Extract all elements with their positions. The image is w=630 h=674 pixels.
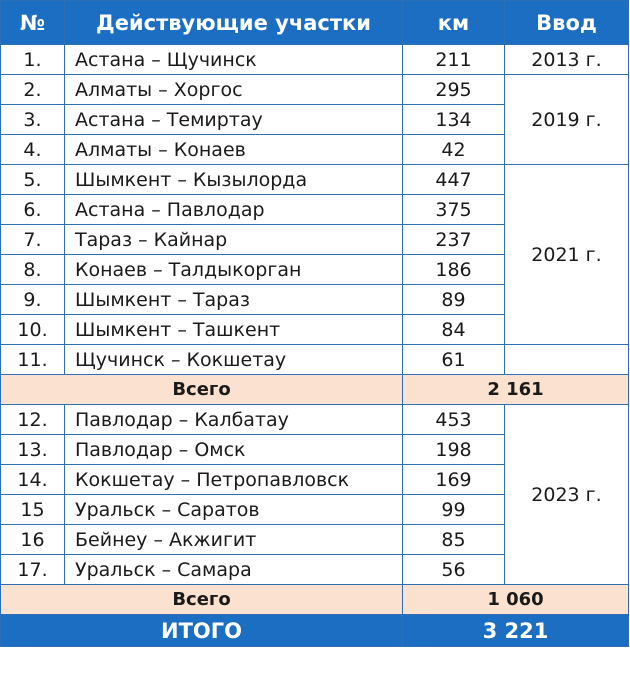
row-route: Шымкент – Тараз	[65, 285, 403, 315]
row-km: 99	[403, 495, 505, 525]
row-km: 61	[403, 345, 505, 375]
header-commissioning: Ввод	[505, 1, 629, 45]
row-number: 10.	[1, 315, 65, 345]
row-km: 186	[403, 255, 505, 285]
row-km: 295	[403, 75, 505, 105]
row-km: 211	[403, 45, 505, 75]
row-route: Алматы – Хоргос	[65, 75, 403, 105]
row-km: 375	[403, 195, 505, 225]
row-route: Щучинск – Кокшетау	[65, 345, 403, 375]
table-row	[1, 165, 629, 195]
row-number: 2.	[1, 75, 65, 105]
row-route: Уральск – Саратов	[65, 495, 403, 525]
row-number: 7.	[1, 225, 65, 255]
subtotal-row	[1, 375, 629, 405]
row-route: Астана – Щучинск	[65, 45, 403, 75]
grand-total-row	[1, 615, 629, 647]
year-cell: 2019 г.	[505, 75, 629, 165]
row-number: 11.	[1, 345, 65, 375]
grand-total-label: ИТОГО	[1, 615, 403, 647]
row-route: Шымкент – Ташкент	[65, 315, 403, 345]
subtotal-value: 1 060	[403, 585, 629, 615]
row-route: Кокшетау – Петропавловск	[65, 465, 403, 495]
grand-total-value: 3 221	[403, 615, 629, 647]
header-km: км	[403, 1, 505, 45]
header-row	[1, 1, 629, 45]
row-km: 56	[403, 555, 505, 585]
table-row	[1, 75, 629, 105]
row-number: 5.	[1, 165, 65, 195]
row-km: 134	[403, 105, 505, 135]
row-number: 6.	[1, 195, 65, 225]
row-km: 84	[403, 315, 505, 345]
row-route: Бейнеу – Акжигит	[65, 525, 403, 555]
row-number: 17.	[1, 555, 65, 585]
row-route: Шымкент – Кызылорда	[65, 165, 403, 195]
row-km: 237	[403, 225, 505, 255]
table-row	[1, 345, 629, 375]
table-row	[1, 45, 629, 75]
row-route: Уральск – Самара	[65, 555, 403, 585]
row-number: 1.	[1, 45, 65, 75]
row-number: 12.	[1, 405, 65, 435]
row-route: Алматы – Конаев	[65, 135, 403, 165]
row-number: 14.	[1, 465, 65, 495]
subtotal-label: Всего	[1, 585, 403, 615]
header-sections: Действующие участки	[65, 1, 403, 45]
row-km: 89	[403, 285, 505, 315]
row-route: Астана – Павлодар	[65, 195, 403, 225]
year-cell-empty	[505, 345, 629, 375]
row-number: 15	[1, 495, 65, 525]
row-number: 4.	[1, 135, 65, 165]
year-cell: 2021 г.	[505, 165, 629, 345]
row-km: 447	[403, 165, 505, 195]
row-route: Павлодар – Омск	[65, 435, 403, 465]
subtotal-row	[1, 585, 629, 615]
row-route: Астана – Темиртау	[65, 105, 403, 135]
row-km: 198	[403, 435, 505, 465]
row-number: 16	[1, 525, 65, 555]
row-route: Павлодар – Калбатау	[65, 405, 403, 435]
header-number: №	[1, 1, 65, 45]
year-cell: 2013 г.	[505, 45, 629, 75]
row-route: Конаев – Талдыкорган	[65, 255, 403, 285]
year-cell: 2023 г.	[505, 405, 629, 585]
row-km: 42	[403, 135, 505, 165]
row-number: 9.	[1, 285, 65, 315]
subtotal-label: Всего	[1, 375, 403, 405]
row-number: 13.	[1, 435, 65, 465]
table-row	[1, 405, 629, 435]
row-number: 3.	[1, 105, 65, 135]
row-km: 169	[403, 465, 505, 495]
subtotal-value: 2 161	[403, 375, 629, 405]
row-km: 453	[403, 405, 505, 435]
row-number: 8.	[1, 255, 65, 285]
row-km: 85	[403, 525, 505, 555]
row-route: Тараз – Кайнар	[65, 225, 403, 255]
